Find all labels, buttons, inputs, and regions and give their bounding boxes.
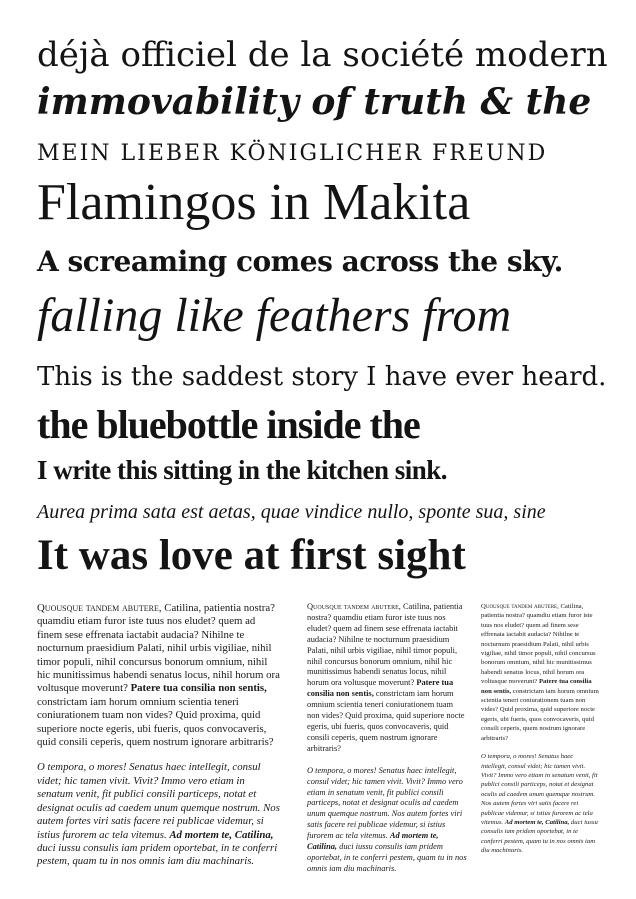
specimen-line-3: MEIN LIEBER KÖNIGLICHER FREUND (37, 141, 548, 166)
specimen-line-1: déjà officiel de la société modern (37, 35, 608, 75)
italic-bold: Ad mortem te, Catilina, (504, 818, 570, 826)
italic-paragraph (307, 766, 467, 875)
specimen-line-2: immovability of truth & the (37, 81, 592, 123)
specimen-line-9: I write this sitting in the kitchen sink. (37, 455, 448, 485)
specimen-line-4: Flamingos in Makita (37, 174, 471, 231)
text-column-medium (307, 602, 467, 875)
italic-paragraph (481, 752, 599, 855)
italic-body: duci iussu consulis iam pridem oportebat, in te conferri pestem, quam tu in nos omnis iam diu machinaris. (481, 818, 598, 855)
italic-body: duci iussu consulis iam pridem oportebat, in te conferri pestem, quam tu in nos omnis iam diu machinaris. (307, 842, 467, 873)
italic-bold: Ad mortem te, Catilina, (307, 831, 439, 852)
italic-body: O tempora, o mores! Senatus haec intellegit, consul videt; hic tamen vivit. Vivit? Immo vero etiam in senatum venit, fit publici consili particeps, notat et designat oculis ad caedem unum quemque nostrum. Nos autem fortes viri satis facere rei publicae videmur, si istius furorem ac tela vitemus. (307, 765, 463, 841)
paragraph-bold: Patere tua consilia non sentis, (130, 682, 267, 695)
paragraph-body: Catilina, patientia nostra? quamdiu etiam furor iste tuus nos eludet? quem ad finem sese effrenata iactabit audacia? Nihilne te nocturnum praesidium Palati, nihil urbis vigiliae, nihil timor populi, nihil concursus bonorum omnium, nihil hic munitissimus habendi senatus locus, nihil horum ora voltusque moverunt? (307, 602, 463, 688)
roman-paragraph (481, 602, 599, 743)
roman-paragraph (307, 602, 467, 755)
paragraph-bold: Patere tua consilia non sentis, (307, 678, 454, 699)
paragraph-body: Catilina, patientia nostra? quamdiu etiam furor iste tuus nos eludet? quem ad finem sese effrenata iactabit audacia? Nihilne te nocturnum praesidium Palati, nihil urbis vigiliae, nihil timor populi, nihil concursus bonorum omnium, nihil hic munitissimus habendi senatus locus, nihil horum ora voltusque moverunt? (37, 602, 280, 695)
italic-body: O tempora, o mores! Senatus haec intellegit, consul videt; hic tamen vivit. Vivit? Immo vero etiam in senatum venit, fit publici consili particeps, notat et designat oculis ad caedem unum quemque nostrum. Nos autem fortes viri satis facere rei publicae videmur, si istius furorem ac tela vitemus. (37, 761, 280, 841)
paragraph-bold: Patere tua consilia non sentis, (481, 678, 592, 695)
specimen-line-8: the bluebottle inside the (37, 402, 420, 447)
italic-body: duci iussu consulis iam pridem oportebat, in te conferri pestem, quam tu in nos omnis iam diu machinaris. (37, 841, 278, 868)
italic-body: O tempora, o mores! Senatus haec intellegit, consul videt; hic tamen vivit. Vivit? Immo vero etiam in senatum venit, fit publici consili particeps, notat et designat oculis ad caedem unum quemque nostrum. Nos autem fortes viri satis facere rei publicae videmur, si istius furorem ac tela vitemus. (481, 753, 598, 826)
roman-paragraph (37, 602, 281, 749)
italic-bold: Ad mortem te, Catilina, (169, 828, 274, 841)
text-column-large (37, 602, 281, 869)
paragraph-body: constrictam iam horum omnium scientia teneri coniurationem tuam non vides? Quid proxima, quid superiore nocte egeris, ubi fueris, quos convocaveris, quid consili ceperis, quem nostrum ignorare arbitraris? (481, 687, 599, 742)
specimen-line-6: falling like feathers from (37, 289, 512, 342)
specimen-line-10: Aurea prima sata est aetas, quae vindice nullo, sponte sua, sine (37, 501, 546, 523)
paragraph-body: Catilina, patientia nostra? quamdiu etiam furor iste tuus nos eludet? quem ad finem sese effrenata iactabit audacia? Nihilne te nocturnum praesidium Palati, nihil urbis vigiliae, nihil timor populi, nihil concursus bonorum omnium, nihil hic munitissimus habendi senatus locus, nihil horum ora voltusque moverunt? (481, 603, 596, 686)
paragraph-lead: Quousque tandem abutere, (307, 602, 401, 611)
italic-paragraph (37, 761, 281, 868)
paragraph-body: constrictam iam horum omnium scientia teneri coniurationem tuam non vides? Quid proxima, quid superiore nocte egeris, ubi fueris, quos convocaveris, quid consili ceperis, quem nostrum ignorare arbitraris? (37, 695, 274, 749)
specimen-line-7: This is the saddest story I have ever heard. (37, 362, 607, 392)
paragraph-body: constrictam iam horum omnium scientia teneri coniurationem tuam non vides? Quid proxima, quid superiore nocte egeris, ubi fueris, quos convocaveris, quid consili ceperis, quem nostrum ignorare arbitraris? (307, 689, 465, 753)
paragraph-lead: Quousque tandem abutere, (37, 602, 162, 614)
specimen-line-11: It was love at first sight (37, 532, 466, 579)
specimen-line-5: A screaming comes across the sky. (37, 245, 563, 278)
text-column-small (481, 602, 599, 856)
paragraph-lead: Quousque tandem abutere, (481, 603, 559, 610)
